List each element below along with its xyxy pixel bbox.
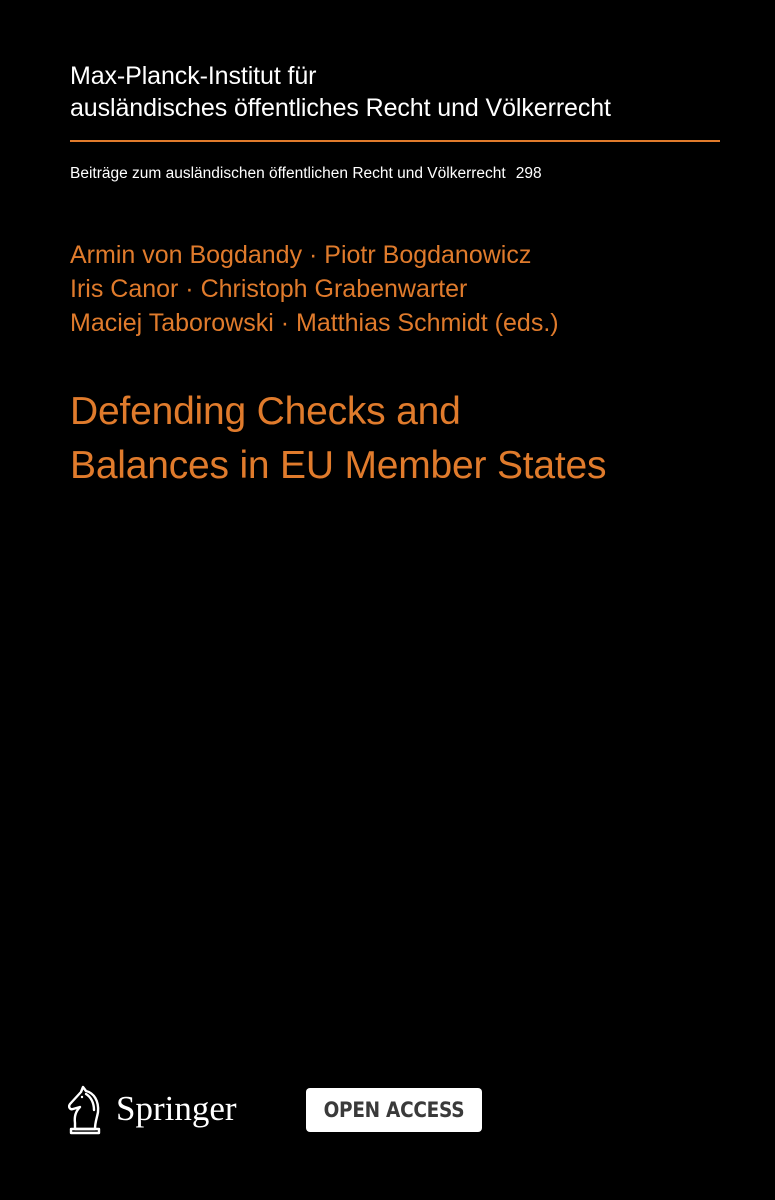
- editors-line-3: Maciej Taborowski · Matthias Schmidt (eds.): [70, 309, 559, 337]
- title-line-1: Defending Checks and: [70, 390, 461, 433]
- series-title: [70, 163, 542, 185]
- book-title: [70, 385, 606, 493]
- publisher-name: Springer: [116, 1089, 237, 1128]
- institute-line-2: ausländisches öffentliches Recht und Völkerrecht: [70, 94, 611, 122]
- editors-list: [70, 238, 559, 340]
- institute-line-1: Max-Planck-Institut für: [70, 62, 317, 90]
- editors-line-2: Iris Canor · Christoph Grabenwarter: [70, 275, 468, 303]
- title-line-2: Balances in EU Member States: [70, 444, 607, 487]
- series-number: 298: [515, 165, 542, 182]
- editors-line-1: Armin von Bogdandy · Piotr Bogdanowicz: [70, 241, 532, 269]
- institute-name: [70, 60, 611, 124]
- open-access-badge: [306, 1088, 482, 1132]
- open-access-label: OPEN ACCESS: [323, 1098, 465, 1122]
- series-name: Beiträge zum ausländischen öffentlichen Recht und Völkerrecht: [70, 165, 506, 182]
- publisher-logo: [62, 1080, 237, 1138]
- orange-divider: [70, 140, 720, 142]
- chess-knight-icon: [62, 1083, 106, 1135]
